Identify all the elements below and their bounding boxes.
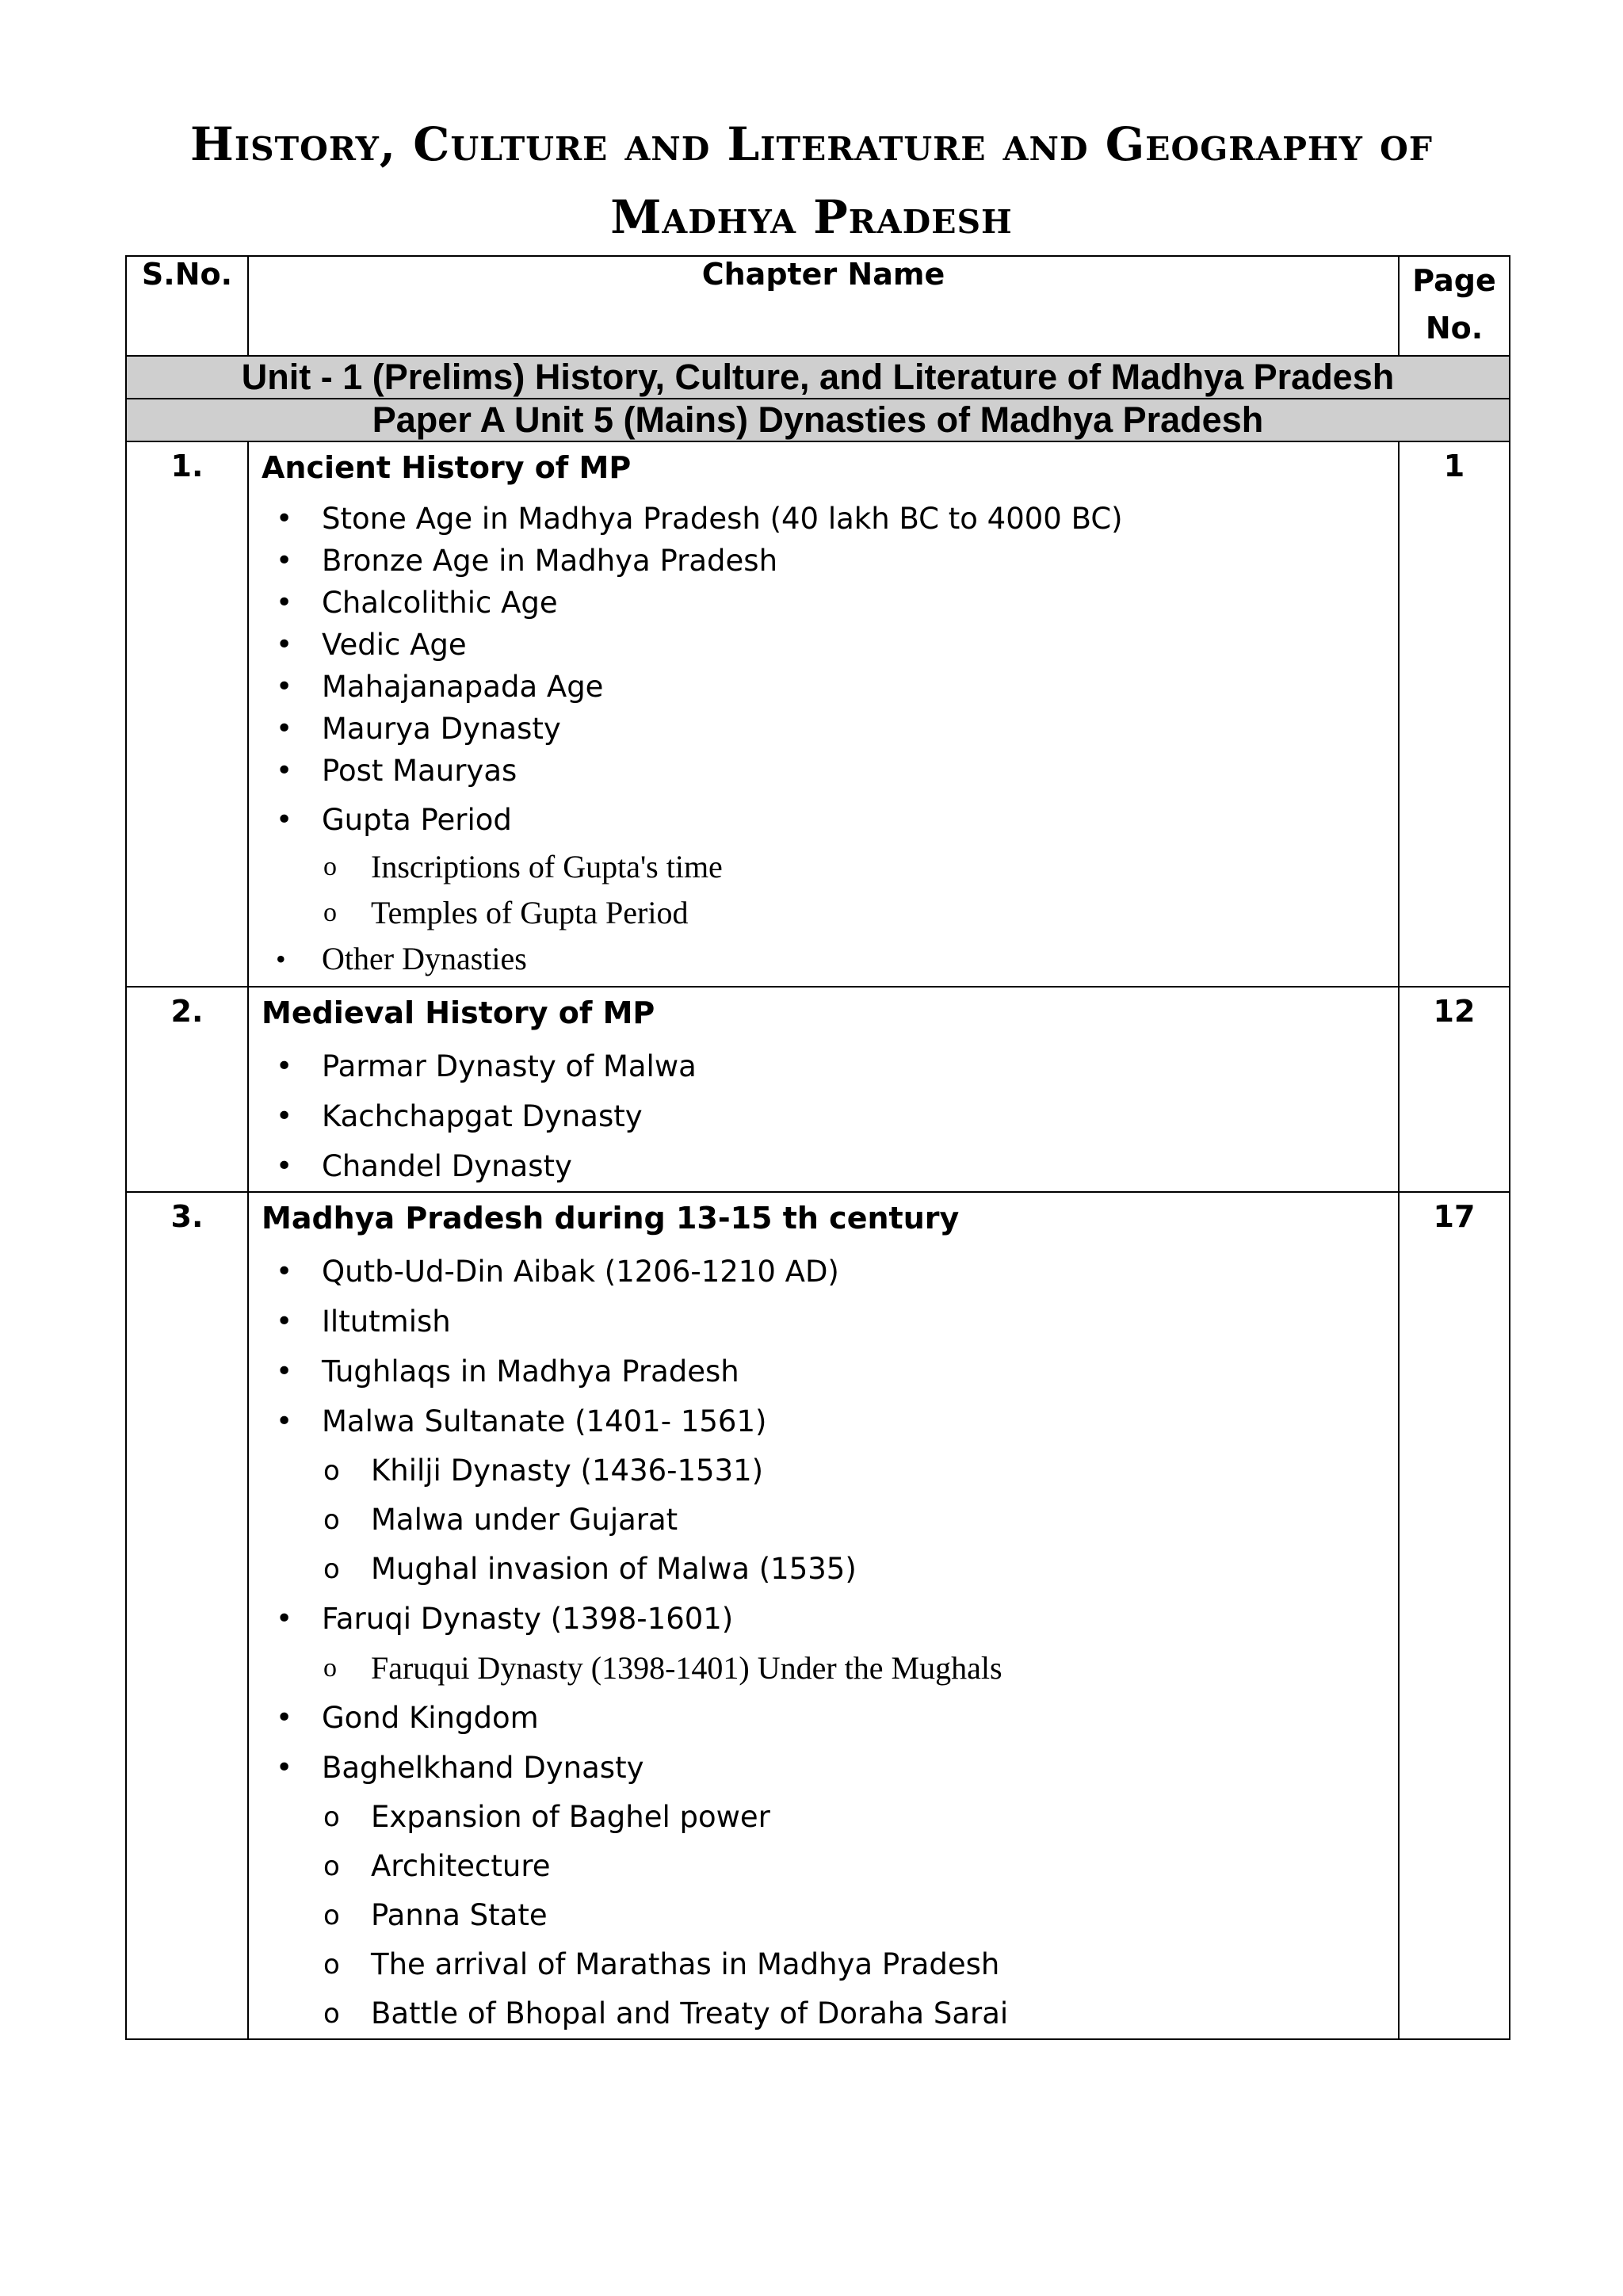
list-item: o The arrival of Marathas in Madhya Pradesh	[262, 1940, 1398, 1989]
header-page-no	[1399, 256, 1510, 356]
page-title-line-1: History, Culture and Literature and Geography of	[190, 117, 1433, 171]
list-item: • Chandel Dynasty	[262, 1141, 1398, 1191]
table-row	[126, 1192, 1510, 2039]
header-sno: S.No.	[126, 256, 248, 356]
table-row	[126, 441, 1510, 987]
list-item: • Baghelkhand Dynasty	[262, 1743, 1398, 1793]
list-item: • Gupta Period	[262, 797, 1398, 844]
chapter-title: Ancient History of MP	[262, 450, 632, 485]
chapter-number: 1.	[126, 441, 248, 987]
header-page-no-line-2: No.	[1425, 311, 1484, 346]
list-item: • Bronze Age in Madhya Pradesh	[262, 540, 1398, 582]
list-item: o Battle of Bhopal and Treaty of Doraha Sarai	[262, 1989, 1398, 2038]
list-item: o Inscriptions of Gupta's time	[262, 844, 1398, 890]
paper-heading: Paper A Unit 5 (Mains) Dynasties of Madhya Pradesh	[126, 399, 1510, 441]
contents-table	[125, 255, 1510, 2040]
list-item: • Post Mauryas	[262, 750, 1398, 792]
chapter-cell	[248, 441, 1399, 987]
page-title-line-2: Madhya Pradesh	[610, 190, 1013, 244]
page-number: 1	[1399, 441, 1510, 987]
list-item: o Malwa under Gujarat	[262, 1496, 1398, 1545]
list-item: • Malwa Sultanate (1401- 1561)	[262, 1396, 1398, 1446]
list-item: o Architecture	[262, 1842, 1398, 1891]
list-item: o Temples of Gupta Period	[262, 890, 1398, 936]
chapter-title: Madhya Pradesh during 13-15 th century	[262, 1201, 960, 1236]
list-item: • Chalcolithic Age	[262, 582, 1398, 624]
list-item: • Qutb-Ud-Din Aibak (1206-1210 AD)	[262, 1247, 1398, 1297]
topic-list	[262, 498, 1398, 982]
list-item: o Faruqui Dynasty (1398-1401) Under the Mughals	[262, 1644, 1398, 1693]
list-item: • Gond Kingdom	[262, 1693, 1398, 1743]
list-item: • Other Dynasties	[262, 936, 1398, 982]
chapter-number: 2.	[126, 987, 248, 1192]
page-number: 12	[1399, 987, 1510, 1192]
chapter-title: Medieval History of MP	[262, 995, 655, 1030]
header-page-no-line-1: Page	[1412, 263, 1496, 298]
list-item: o Expansion of Baghel power	[262, 1793, 1398, 1842]
list-item: • Parmar Dynasty of Malwa	[262, 1041, 1398, 1091]
page-number: 17	[1399, 1192, 1510, 2039]
list-item: • Mahajanapada Age	[262, 666, 1398, 708]
unit-heading: Unit - 1 (Prelims) History, Culture, and Literature of Madhya Pradesh	[126, 356, 1510, 399]
list-item: • Kachchapgat Dynasty	[262, 1091, 1398, 1141]
list-item: o Mughal invasion of Malwa (1535)	[262, 1545, 1398, 1594]
paper-band-row	[126, 399, 1510, 441]
unit-band-row	[126, 356, 1510, 399]
list-item: o Panna State	[262, 1891, 1398, 1940]
list-item: • Vedic Age	[262, 624, 1398, 666]
header-chapter-name: Chapter Name	[248, 256, 1399, 356]
chapter-number: 3.	[126, 1192, 248, 2039]
list-item: o Khilji Dynasty (1436-1531)	[262, 1446, 1398, 1496]
list-item: • Maurya Dynasty	[262, 708, 1398, 750]
list-item: • Iltutmish	[262, 1297, 1398, 1347]
table-row	[126, 987, 1510, 1192]
chapter-cell	[248, 987, 1399, 1192]
list-item: • Tughlaqs in Madhya Pradesh	[262, 1347, 1398, 1396]
list-item: • Faruqi Dynasty (1398-1601)	[262, 1594, 1398, 1644]
topic-list	[262, 1041, 1398, 1191]
chapter-cell	[248, 1192, 1399, 2039]
list-item: • Stone Age in Madhya Pradesh (40 lakh BC to 4000 BC)	[262, 498, 1398, 540]
table-header-row	[126, 256, 1510, 356]
topic-list	[262, 1247, 1398, 2038]
